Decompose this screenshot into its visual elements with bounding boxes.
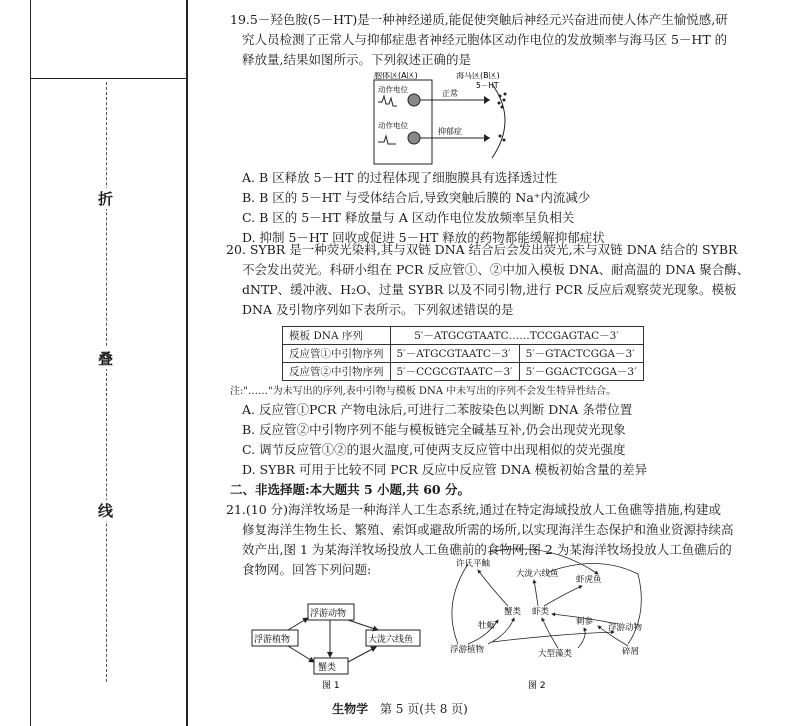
q20-option-b: B. 反应管②中引物序列不能与模板链完全碱基互补,仍会出现荧光现象 <box>242 422 626 437</box>
ap-trace-2 <box>378 136 396 144</box>
page-footer <box>0 700 800 717</box>
fig2-node-shrimp: 虾类 <box>532 607 550 617</box>
label-5ht: 5－HT <box>476 81 499 90</box>
q19-option-c: C. B 区的 5－HT 释放量与 A 区动作电位发放频率呈负相关 <box>242 210 575 225</box>
fold-char-2: 叠 <box>98 350 114 368</box>
margin-border-left <box>30 0 31 726</box>
label-a-zone: 胞体区(A区) <box>374 72 418 80</box>
fig2-node-zooplankton: 浮游动物 <box>608 623 643 633</box>
label-depression: 抑郁症 <box>438 127 462 136</box>
q19-line-3: 释放量,结果如图所示。下列叙述正确的是 <box>242 52 471 67</box>
neuron-2 <box>408 132 420 144</box>
table-row <box>283 327 644 345</box>
fig2-node-rockfish: 许氏平鲉 <box>456 559 491 569</box>
fig1-node-zooplankton: 浮游动物 <box>310 609 347 619</box>
q21-line-1: 21.(10 分)海洋牧场是一种海洋人工生态系统,通过在特定海域投放人工鱼礁等措施,构建或 <box>226 502 721 517</box>
q19-option-d: D. 抑制 5－HT 回收或促进 5－HT 释放的药物都能缓解抑郁症状 <box>242 230 605 245</box>
fig2-node-oyster: 牡蛎 <box>478 621 496 631</box>
table-cell: 5′－GTACTCGGA－3′ <box>519 345 643 363</box>
fig2-node-macroalgae: 大型藻类 <box>538 649 573 659</box>
margin-box-top <box>30 78 186 79</box>
label-b-zone: 海马区(B区) <box>456 72 500 80</box>
ap-trace-1 <box>378 96 397 106</box>
q21-line-2: 修复海洋生物生长、繁殖、索饵或避敌所需的场所,以实现海洋生态保护和渔业资源持续高 <box>242 522 734 537</box>
fold-char-3: 线 <box>98 502 114 520</box>
fig2-node-sea-cucumber: 刺参 <box>576 617 594 627</box>
binding-margin <box>0 0 190 726</box>
q20-option-a: A. 反应管①PCR 产物电泳后,可进行二苯胺染色以判断 DNA 条带位置 <box>242 402 633 417</box>
q21-line-3: 效产出,图 1 为某海洋牧场投放人工鱼礁前的食物网,图 2 为某海洋牧场投放人工鱼礁后的 <box>242 542 732 557</box>
table-cell: 5′－ATGCGTAATC……TCCGAGTAC－3′ <box>390 327 643 345</box>
table-row <box>283 363 644 381</box>
label-ap-2: 动作电位 <box>378 121 408 130</box>
table-cell: 5′－CCGCGTAATC－3′ <box>390 363 519 381</box>
label-normal: 正常 <box>442 89 458 98</box>
label-ap-1: 动作电位 <box>378 85 408 94</box>
food-web-figure-2 <box>448 544 648 692</box>
q20-option-c: C. 调节反应管①②的退火温度,可使两支反应管中出现相似的荧光强度 <box>242 442 626 457</box>
q20-line-4: DNA 及引物序列如下表所示。下列叙述错误的是 <box>242 302 514 317</box>
table-row <box>283 345 644 363</box>
q19-option-a: A. B 区释放 5－HT 的过程体现了细胞膜具有选择透过性 <box>242 170 558 185</box>
footer-subject: 生物学 <box>332 702 369 716</box>
fig1-node-greenling: 大泷六线鱼 <box>368 635 414 645</box>
fold-dash-line <box>106 82 107 682</box>
q21-line-4: 食物网。回答下列问题: <box>242 562 372 577</box>
q19-line-1: 19.5－羟色胺(5－HT)是一种神经递质,能促使突触后神经元兴奋进而使人体产生愉悦感,研 <box>230 12 728 27</box>
neuron-1 <box>408 94 420 106</box>
fig2-node-phytoplankton: 浮游植物 <box>450 645 485 655</box>
fig1-caption: 图 1 <box>322 681 340 690</box>
fig2-node-goby: 虾虎鱼 <box>576 575 602 585</box>
fig1-node-crab: 蟹类 <box>318 663 337 673</box>
footer-page: 第 5 页(共 8 页) <box>379 702 468 716</box>
table-cell: 5′－GGACTCGGA－3′ <box>519 363 643 381</box>
synapse-b <box>492 84 505 158</box>
section-heading: 二、非选择题:本大题共 5 小题,共 60 分。 <box>230 482 470 497</box>
table-cell: 模板 DNA 序列 <box>283 327 391 345</box>
q19-option-b: B. B 区的 5－HT 与受体结合后,导致突触后膜的 Na⁺内流减少 <box>242 190 591 205</box>
q20-option-d: D. SYBR 可用于比较不同 PCR 反应中反应管 DNA 模板初始含量的差异 <box>242 462 648 477</box>
q20-line-1: 20. SYBR 是一种荧光染料,其与双链 DNA 结合后会发出荧光,未与双链 DNA 结合的 SYBR <box>226 242 738 257</box>
q20-line-3: dNTP、缓冲液、H₂O、过量 SYBR 以及不同引物,进行 PCR 反应后观察荧光现象。模板 <box>242 282 737 297</box>
primer-table <box>282 326 644 381</box>
table-cell: 反应管①中引物序列 <box>283 345 391 363</box>
q20-note: 注:"……"为未写出的序列,表中引物与模板 DNA 中未写出的序列不会发生特异性结合。 <box>230 386 617 397</box>
fig1-node-phytoplankton: 浮游植物 <box>254 635 291 645</box>
fig2-node-crab: 蟹类 <box>504 607 522 617</box>
fig2-node-greenling: 大泷六线鱼 <box>516 569 559 579</box>
table-cell: 反应管②中引物序列 <box>283 363 391 381</box>
fold-char-1: 折 <box>98 190 114 208</box>
margin-border-right <box>186 0 188 726</box>
q20-line-2: 不会发出荧光。科研小组在 PCR 反应管①、②中加入模板 DNA、耐高温的 DNA 聚合酶、 <box>242 262 750 277</box>
table-cell: 5′－ATGCGTAATC－3′ <box>390 345 519 363</box>
food-web-figure-1 <box>248 598 428 690</box>
fig2-caption: 图 2 <box>528 681 546 691</box>
q19-line-2: 究人员检测了正常人与抑郁症患者神经元胞体区动作电位的发放频率与海马区 5－HT 的 <box>242 32 728 47</box>
q19-figure <box>372 72 520 166</box>
fig2-node-detritus: 碎屑 <box>622 647 640 657</box>
